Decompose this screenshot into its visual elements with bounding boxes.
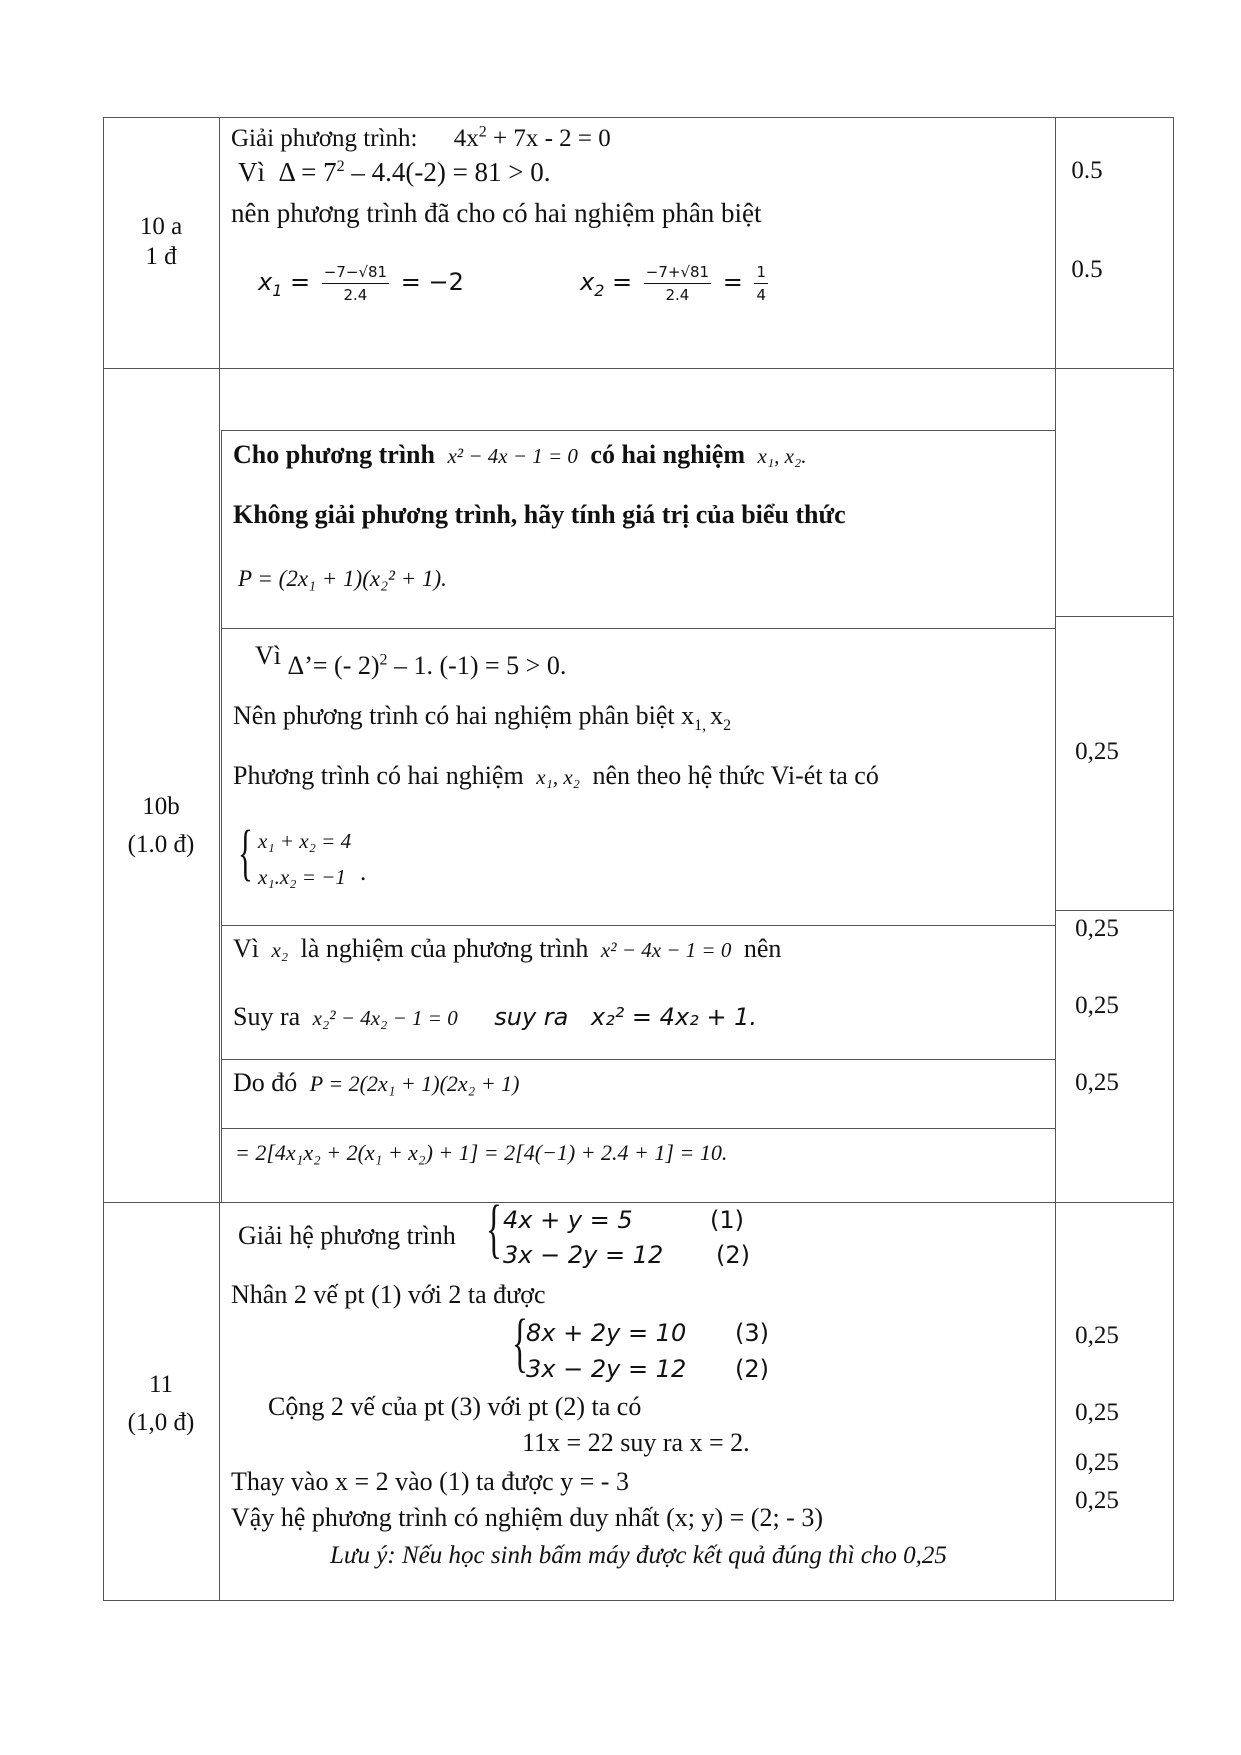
row-divider-10b <box>103 1202 1174 1203</box>
score-10a-2: 0.5 <box>1071 256 1103 283</box>
column-divider-score <box>1055 117 1056 1601</box>
inner-divider-left <box>221 430 222 1202</box>
score-10b-3: 0,25 <box>1075 992 1119 1019</box>
vieta-sum: x₁ + x₂ = 4 <box>258 829 352 853</box>
problem-statement-line2: Không giải phương trình, hãy tính giá trị của biểu thức <box>233 500 846 529</box>
final-answer: Vậy hệ phương trình có nghiệm duy nhất (x; y) = (2; - 3) <box>231 1503 823 1532</box>
expression-P: P = (2x₁ + 1)(x₂² + 1). <box>238 566 447 591</box>
vieta-product: x₁.x₂ = −1 <box>258 865 346 889</box>
equation-10a: $4x^2 + 7x - 2 = 0$ <box>453 123 611 152</box>
problem-statement-line1: Cho phương trình x² − 4x − 1 = 0 có hai nghiệm x₁, x₂. <box>233 440 807 469</box>
score-10b-2: 0,25 <box>1075 915 1119 942</box>
table-border-right <box>1173 117 1174 1601</box>
system1-eq2: 3x − 2y = 12 <box>503 1241 664 1269</box>
add-step: Cộng 2 vế của pt (3) với pt (2) ta có <box>268 1392 642 1421</box>
system2-eq1: 8x + 2y = 10 <box>526 1319 687 1347</box>
score-divider <box>1055 910 1173 911</box>
inner-divider <box>221 1059 1055 1060</box>
inner-divider <box>221 925 1055 926</box>
system2-tag1: (3) <box>735 1319 769 1347</box>
row-divider-10a <box>103 368 1174 369</box>
solve-x-step: 11x = 22 suy ra x = 2. <box>522 1428 750 1457</box>
vieta-dot: . <box>360 859 367 886</box>
delta-prime-line: Vì Δ’= (- 2)$^2$ – 1. (-1) = 5 > 0. <box>255 641 567 680</box>
score-10b-1: 0,25 <box>1075 738 1119 765</box>
P-rewrite-line: Do đó P = 2(2x₁ + 1)(2x₂ + 1) <box>233 1068 520 1097</box>
root-x2: $x_2$ = $\frac{-7+√81}{2.4}$ = $\frac{1}{4}$ <box>580 262 767 304</box>
inner-divider <box>221 1128 1055 1129</box>
root-substitution-line: Vì x₂ là nghiệm của phương trình x² − 4x − 1 = 0 nên <box>233 934 782 963</box>
inner-divider <box>221 430 1055 431</box>
score-11-4: 0,25 <box>1075 1487 1119 1514</box>
P-evaluation-line: = 2[4x₁x₂ + 2(x₁ + x₂) + 1] = 2[4(−1) + 2.4 + 1] = 10. <box>235 1140 728 1165</box>
root-x1: $x_1$ = $\frac{-7-√81}{2.4}$ = −2 <box>258 262 464 304</box>
score-divider <box>1055 616 1173 617</box>
table-border-bottom <box>103 1600 1174 1601</box>
score-11-2: 0,25 <box>1075 1399 1119 1426</box>
distinct-roots-line: Nên phương trình có hai nghiệm phân biệt $x_{1,}$ $x_2$ <box>233 701 732 735</box>
system1-tag2: (2) <box>716 1241 750 1269</box>
score-11-3: 0,25 <box>1075 1449 1119 1476</box>
score-10b-4: 0,25 <box>1075 1069 1119 1096</box>
multiply-step: Nhân 2 vế pt (1) với 2 ta được <box>231 1280 546 1309</box>
solve-prompt-10a: Giải phương trình: $4x^2 + 7x - 2 = 0$ <box>231 123 611 152</box>
question-label-10a: 10 a 1 đ <box>139 213 183 270</box>
system1-eq1: 4x + y = 5 <box>503 1206 633 1234</box>
score-10a-1: 0.5 <box>1071 157 1103 184</box>
system-brace: { <box>512 1306 528 1379</box>
grading-note: Lưu ý: Nếu học sinh bấm máy được kết quả đúng thì cho 0,25 <box>330 1542 947 1569</box>
system2-tag2: (2) <box>735 1355 769 1383</box>
discriminant-line: Vì $\Delta = 7^2 - 4.4(-2) = 81 > 0$. <box>238 157 551 187</box>
conclusion-line: nên phương trình đã cho có hai nghiệm phân biệt <box>231 198 762 228</box>
system1-tag1: (1) <box>710 1206 744 1234</box>
vieta-intro-line: Phương trình có hai nghiệm x₁, x₂ nên theo hệ thức Vi-ét ta có <box>233 761 879 790</box>
system2-eq2: 3x − 2y = 12 <box>526 1355 687 1383</box>
substitute-step: Thay vào x = 2 vào (1) ta được y = - 3 <box>231 1467 629 1496</box>
question-label-10b: 10b (1.0 đ) <box>127 793 195 858</box>
derived-identity-line: Suy ra x₂² − 4x₂ − 1 = 0 suy ra x₂² = 4x₂ + 1. <box>233 1002 758 1031</box>
score-11-1: 0,25 <box>1075 1322 1119 1349</box>
system-prompt: Giải hệ phương trình <box>238 1221 456 1250</box>
question-label-11: 11 (1,0 đ) <box>127 1371 195 1436</box>
system-brace: { <box>486 1192 502 1265</box>
table-border-top <box>103 117 1174 118</box>
inner-divider <box>221 628 1055 629</box>
system-brace: { <box>238 819 253 887</box>
